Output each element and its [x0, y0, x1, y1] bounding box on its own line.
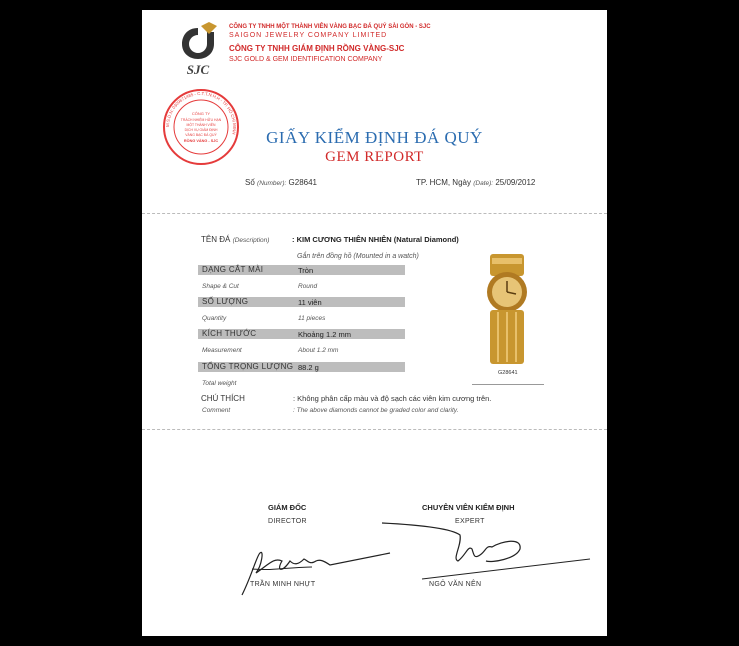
- stone-label-en: (Description): [232, 237, 270, 244]
- stone-label-vn: TÊN ĐÁ: [201, 235, 231, 244]
- logo-text: SJC: [186, 62, 210, 77]
- number-value: G28641: [288, 178, 317, 187]
- measurement-value: Khoảng 1.2 mm: [298, 330, 351, 339]
- quantity-value: 11 viên: [298, 298, 322, 307]
- comment-value-en: : The above diamonds cannot be graded color and clarity.: [293, 407, 459, 414]
- photo-caption: G28641: [498, 370, 518, 376]
- seal-line-4: DỊCH VỤ GIÁM ĐỊNH: [184, 128, 218, 132]
- date-prefix: TP. HCM, Ngày: [416, 178, 471, 187]
- number-label: Số: [245, 178, 255, 187]
- seal-line-6: RỒNG VÀNG - SJC: [183, 139, 219, 143]
- company-name-en: SAIGON JEWELRY COMPANY LIMITED: [229, 32, 388, 39]
- measurement-value-en: About 1.2 mm: [298, 347, 339, 354]
- sjc-logo: [177, 22, 219, 78]
- weight-value: 88.2 g: [298, 363, 319, 372]
- comment-value: : Không phân cấp màu và độ sạch các viên kim cương trên.: [293, 394, 492, 403]
- subsidiary-name-vn: CÔNG TY TNHH GIÁM ĐỊNH RỒNG VÀNG-SJC: [229, 44, 405, 53]
- seal-line-2: TRÁCH NHIỆM HỮU HẠN: [180, 118, 222, 122]
- report-number: [245, 178, 317, 187]
- stone-mounted: Gắn trên đồng hồ (Mounted in a watch): [297, 253, 419, 260]
- weight-label-en: Total weight: [202, 380, 237, 387]
- divider-top: [142, 213, 607, 214]
- director-title-en: DIRECTOR: [268, 518, 307, 525]
- expert-title: CHUYÊN VIÊN KIỂM ĐỊNH: [422, 503, 515, 512]
- comment-label: CHÚ THÍCH: [201, 394, 245, 403]
- watch-photo: [472, 248, 544, 385]
- expert-name: NGÔ VĂN NÊN: [429, 581, 482, 588]
- report-date: [416, 178, 535, 187]
- quantity-value-en: 11 pieces: [298, 315, 326, 322]
- subsidiary-name-en: SJC GOLD & GEM IDENTIFICATION COMPANY: [229, 56, 383, 63]
- stone-label: [201, 235, 269, 244]
- stone-value: : KIM CƯƠNG THIÊN NHIÊN (Natural Diamond): [292, 235, 459, 244]
- measurement-label-en: Measurement: [202, 347, 242, 354]
- expert-signature: [382, 515, 592, 585]
- measurement-label: KÍCH THƯỚC: [202, 329, 257, 338]
- quantity-label: SỐ LƯỢNG: [202, 297, 249, 306]
- comment-label-en: Comment: [202, 407, 231, 414]
- director-name: TRẦN MINH NHỰT: [250, 581, 316, 588]
- seal-ring-text: M.S.D.N: 0309671485 - C.T.T.N.H.H - TP. HỒ CHÍ MINH: [164, 90, 238, 135]
- quantity-label-en: Quantity: [202, 315, 227, 322]
- shape-value-en: Round: [298, 283, 318, 290]
- shape-label: DẠNG CẮT MÀI: [202, 265, 264, 274]
- company-name-vn: CÔNG TY TNHH MỘT THÀNH VIÊN VÀNG BẠC ĐÁ QUÝ SÀI GÒN - SJC: [229, 24, 431, 30]
- seal-line-1: CÔNG TY: [191, 111, 211, 116]
- shape-value: Tròn: [298, 266, 314, 275]
- number-label-en: (Number):: [257, 180, 287, 187]
- report-title-en: GEM REPORT: [325, 149, 424, 165]
- director-signature: [212, 525, 392, 600]
- weight-label: TỔNG TRỌNG LƯỢNG: [202, 362, 294, 371]
- divider-bottom: [142, 429, 607, 430]
- date-value: 25/09/2012: [495, 178, 536, 187]
- report-title-vn: GIẤY KIỂM ĐỊNH ĐÁ QUÝ: [266, 128, 483, 147]
- director-title: GIÁM ĐỐC: [268, 503, 307, 512]
- seal-line-5: VÀNG BẠC ĐÁ QUÝ: [185, 133, 217, 137]
- expert-title-en: EXPERT: [455, 518, 485, 525]
- seal-line-3: MỘT THÀNH VIÊN: [186, 123, 216, 127]
- date-label-en: (Date):: [473, 180, 494, 187]
- shape-label-en: Shape & Cut: [202, 283, 239, 290]
- gem-report-document: [142, 10, 607, 636]
